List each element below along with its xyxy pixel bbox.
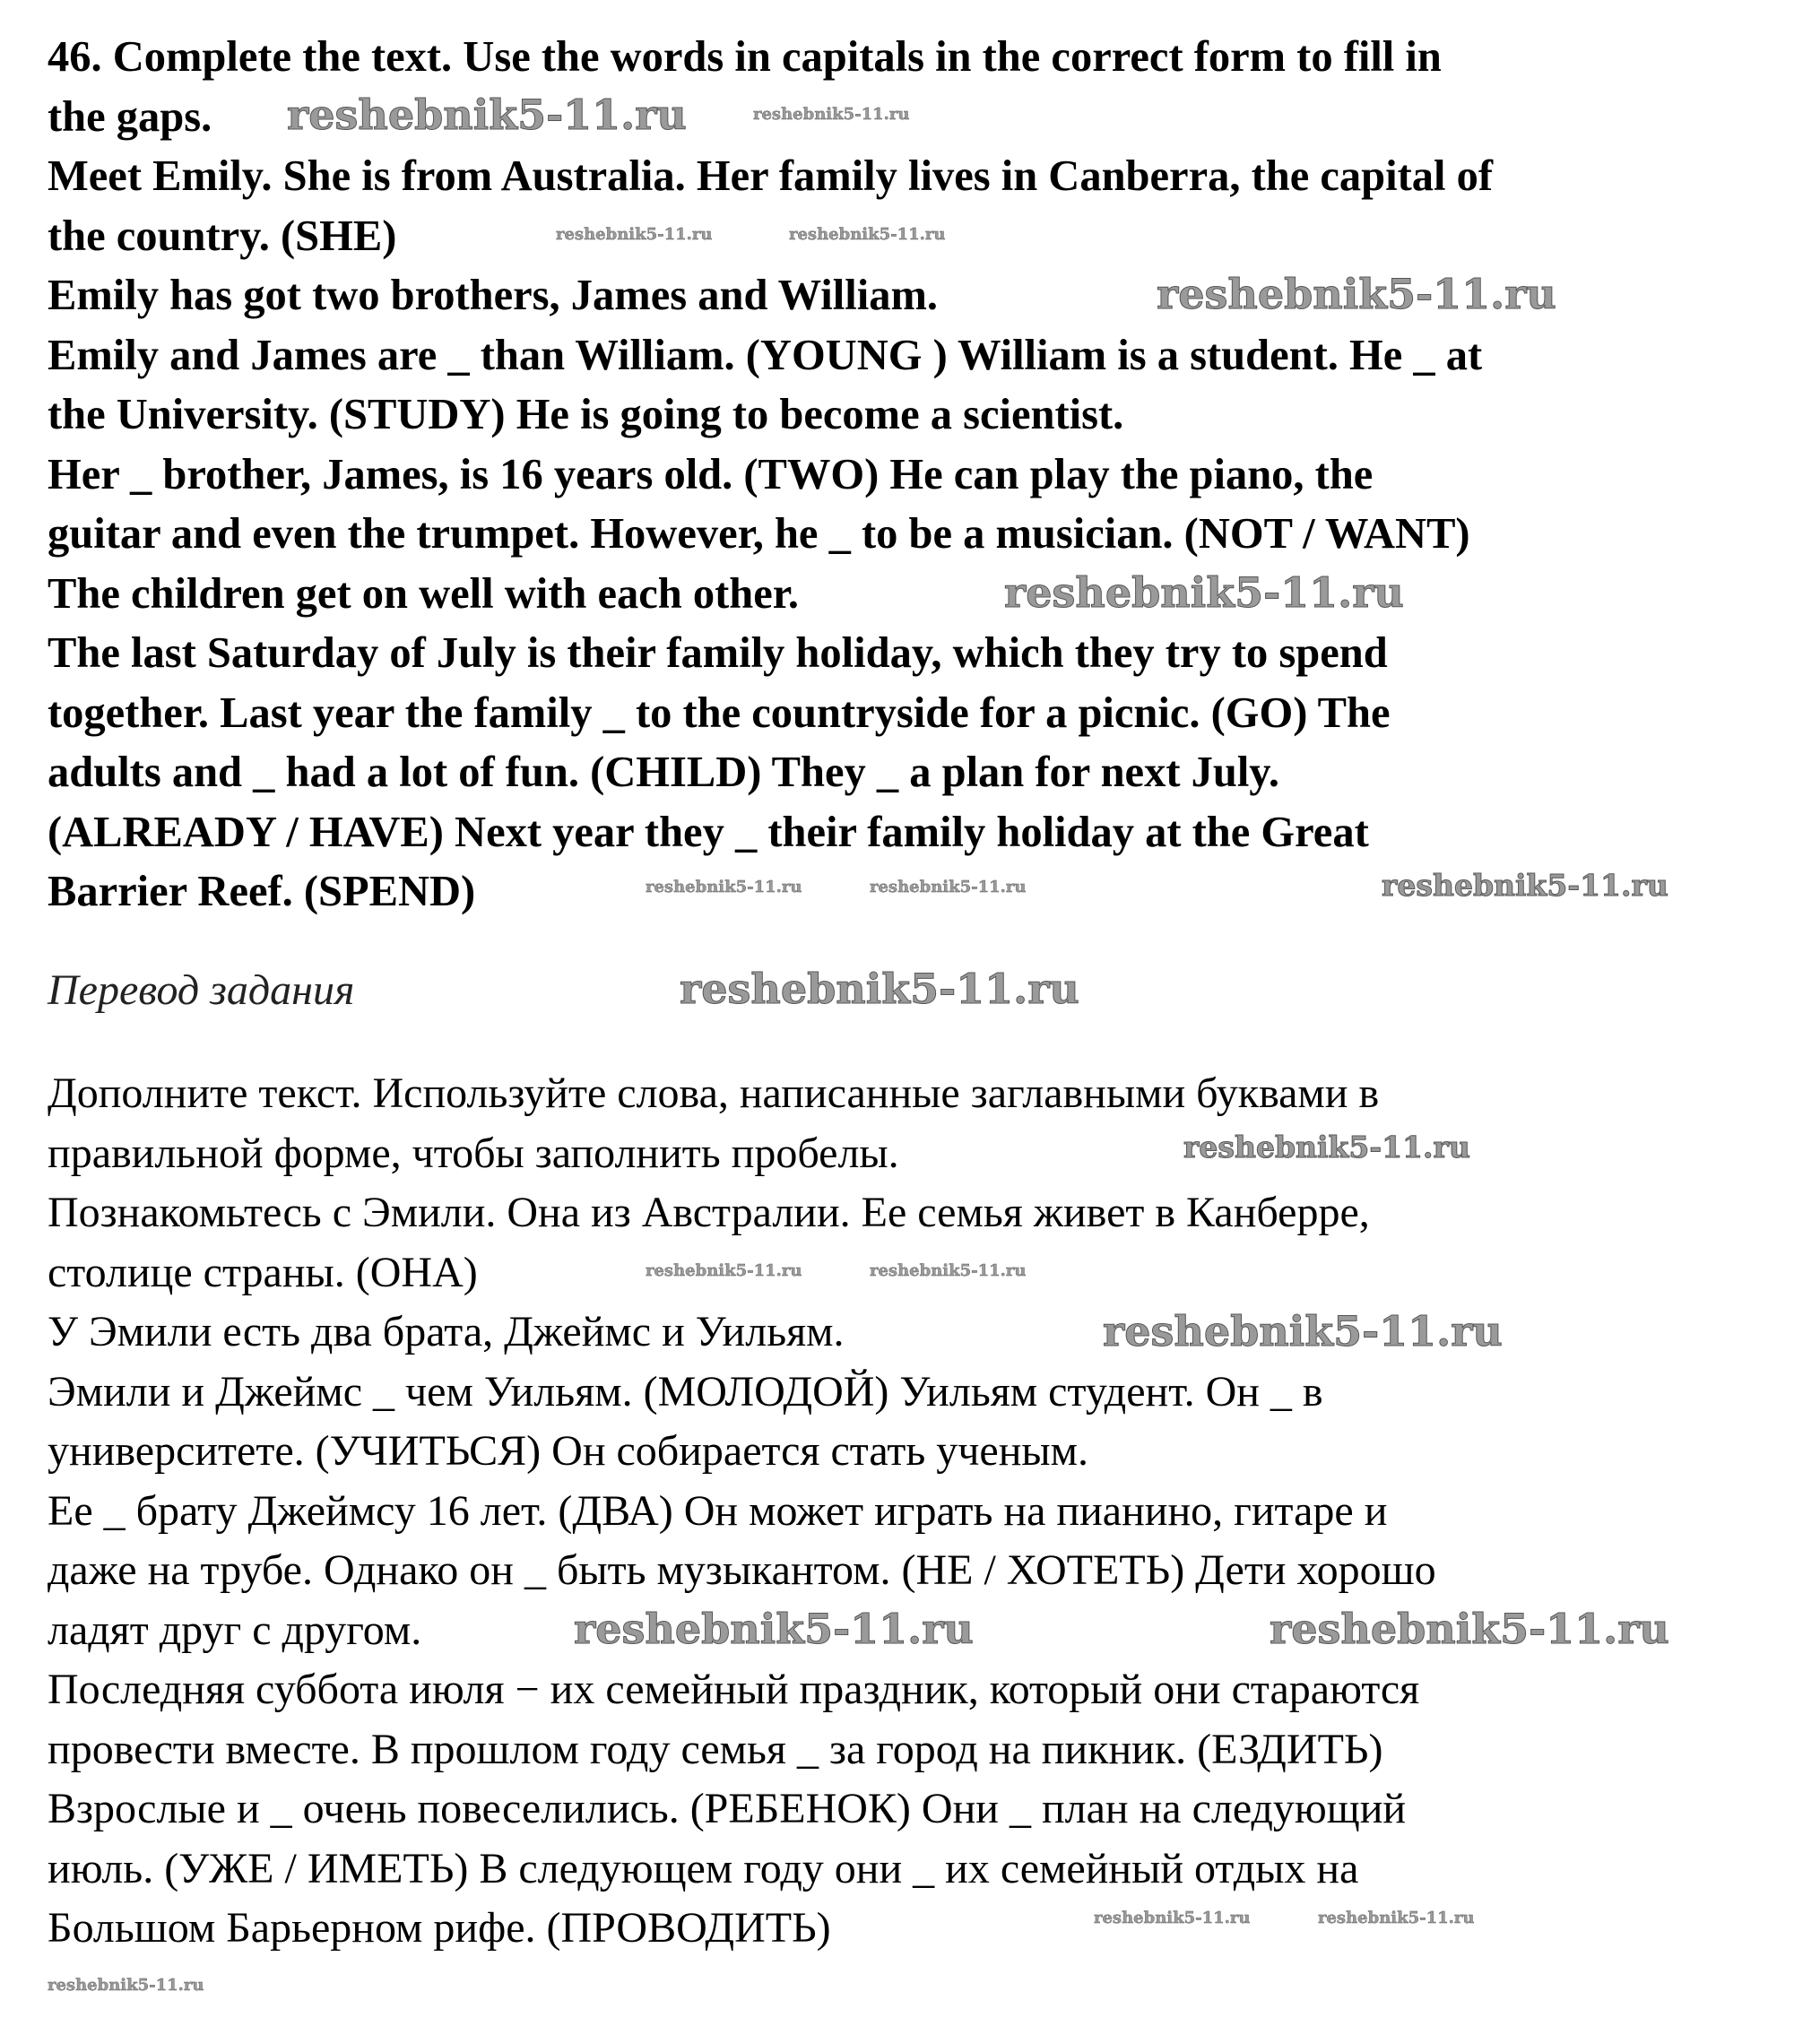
watermark: reshebnik5-11.ru <box>646 878 802 896</box>
text-line: июль. (УЖЕ / ИМЕТЬ) В следующем году они _ их семейный отдых на <box>48 1844 1359 1892</box>
watermark: reshebnik5-11.ru <box>1004 568 1404 617</box>
text-line: (ALREADY / HAVE) Next year they _ their family holiday at the Great <box>48 808 1369 856</box>
watermark: reshebnik5-11.ru <box>646 1261 802 1280</box>
text-line: Последняя суббота июля − их семейный праздник, который они стараются <box>48 1666 1420 1713</box>
translation-heading: Перевод задания <box>48 966 355 1014</box>
text-line: даже на трубе. Однако он _ быть музыкантом. (НЕ / ХОТЕТЬ) Дети хорошо <box>48 1546 1436 1594</box>
watermark: reshebnik5-11.ru <box>1270 1605 1669 1653</box>
text-line: The children get on well with each other. <box>48 569 799 618</box>
watermark: reshebnik5-11.ru <box>753 105 910 124</box>
text-line: Ее _ брату Джеймсу 16 лет. (ДВА) Он может играть на пианино, гитаре и <box>48 1486 1388 1535</box>
text-line: guitar and even the trumpet. However, he _ to be a musician. (NOT / WANT) <box>48 510 1470 558</box>
watermark: reshebnik5-11.ru <box>287 91 687 139</box>
text-line: У Эмили есть два брата, Джеймс и Уильям. <box>48 1308 845 1355</box>
text-line: Эмили и Джеймс _ чем Уильям. (МОЛОДОЙ) Уильям студент. Он _ в <box>48 1367 1323 1416</box>
text-line: Познакомьтесь с Эмили. Она из Австралии. Ее семья живет в Канберре, <box>48 1189 1370 1236</box>
text-line: Barrier Reef. (SPEND) <box>48 868 476 915</box>
text-line: adults and _ had a lot of fun. (CHILD) They _ a plan for next July. <box>48 749 1280 796</box>
text-line: провести вместе. В прошлом году семья _ за город на пикник. (ЕЗДИТЬ) <box>48 1725 1383 1773</box>
text-line: the University. (STUDY) He is going to become a scientist. <box>48 391 1124 438</box>
watermark: reshebnik5-11.ru <box>48 1976 204 1995</box>
watermark: reshebnik5-11.ru <box>1103 1307 1503 1355</box>
watermark: reshebnik5-11.ru <box>1318 1909 1475 1927</box>
watermark: reshebnik5-11.ru <box>1094 1909 1251 1927</box>
text-line: Большом Барьерном рифе. (ПРОВОДИТЬ) <box>48 1904 831 1952</box>
english-exercise-text <box>48 28 1493 922</box>
text-line: Emily and James are _ than William. (YOUNG ) William is a student. He _ at <box>48 331 1483 379</box>
text-line: Дополните текст. Используйте слова, написанные заглавными буквами в <box>48 1069 1380 1117</box>
text-line: университете. (УЧИТЬСЯ) Он собирается стать ученым. <box>48 1427 1089 1475</box>
text-line: ладят друг с другом. <box>48 1606 422 1654</box>
text-line: together. Last year the family _ to the countryside for a picnic. (GO) The <box>48 688 1391 737</box>
text-line: Emily has got two brothers, James and William. <box>48 272 938 319</box>
watermark: reshebnik5-11.ru <box>1183 1130 1470 1165</box>
text-line: Her _ brother, James, is 16 years old. (TWO) He can play the piano, the <box>48 450 1374 498</box>
watermark: reshebnik5-11.ru <box>870 878 1027 896</box>
text-line: правильной форме, чтобы заполнить пробелы. <box>48 1129 899 1177</box>
exercise-title-line: 46. Complete the text. Use the words in capitals in the correct form to fill in <box>48 33 1442 81</box>
exercise-title-line: the gaps. <box>48 92 212 141</box>
text-line: столице страны. (ОНА) <box>48 1248 478 1296</box>
watermark: reshebnik5-11.ru <box>680 965 1079 1013</box>
text-line: Meet Emily. She is from Australia. Her family lives in Canberra, the capital of <box>48 152 1494 200</box>
watermark: reshebnik5-11.ru <box>1157 270 1556 318</box>
watermark: reshebnik5-11.ru <box>789 225 946 244</box>
watermark: reshebnik5-11.ru <box>870 1261 1027 1280</box>
text-line: The last Saturday of July is their family holiday, which they try to spend <box>48 629 1388 677</box>
russian-translation-text <box>48 1064 1436 1959</box>
watermark: reshebnik5-11.ru <box>574 1605 974 1653</box>
watermark: reshebnik5-11.ru <box>1382 868 1668 903</box>
watermark: reshebnik5-11.ru <box>556 225 713 244</box>
text-line: Взрослые и _ очень повеселились. (РЕБЕНОК) Они _ план на следующий <box>48 1785 1407 1832</box>
text-line: the country. (SHE) <box>48 212 397 260</box>
